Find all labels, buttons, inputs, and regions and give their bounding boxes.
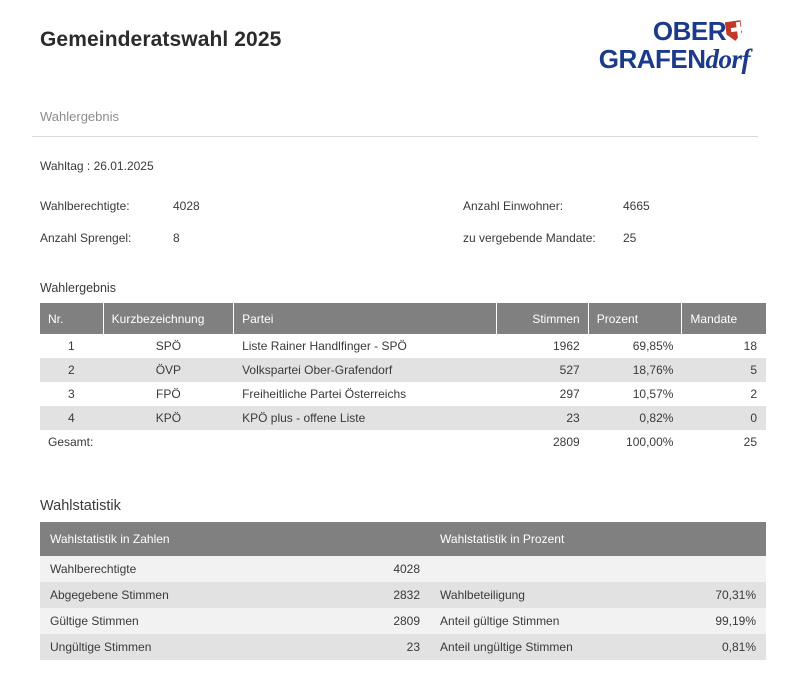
seats-label: zu vergebende Mandate: xyxy=(463,231,596,245)
eligible-voters-value: 4028 xyxy=(173,199,200,213)
cell-kurz: KPÖ xyxy=(103,406,233,430)
logo-line-1 xyxy=(599,18,750,44)
stat-pct-label: Wahlbeteiligung xyxy=(430,582,680,608)
cell-partei: Freiheitliche Partei Österreichs xyxy=(242,387,407,401)
stat-label: Wahlberechtigte xyxy=(40,556,350,582)
districts-value: 8 xyxy=(173,231,180,245)
table-row xyxy=(40,582,766,608)
cell-prozent: 0,82% xyxy=(588,406,682,430)
page-title: Gemeinderatswahl 2025 xyxy=(40,28,282,51)
stat-pct-value: 0,81% xyxy=(680,634,766,660)
cell-stimmen: 1962 xyxy=(552,339,580,353)
election-date: Wahltag : 26.01.2025 xyxy=(40,159,154,173)
total-label: Gesamt: xyxy=(48,435,94,449)
column-header-stimmen: Stimmen xyxy=(496,303,588,334)
cell-stimmen: 23 xyxy=(496,406,588,430)
table-row xyxy=(40,334,766,358)
result-section-title: Wahlergebnis xyxy=(40,281,116,295)
statistics-section-title: Wahlstatistik xyxy=(40,498,121,514)
total-prozent: 100,00% xyxy=(626,435,674,449)
total-stimmen: 2809 xyxy=(552,435,580,449)
logo-line-2 xyxy=(599,46,750,73)
cell-kurz: ÖVP xyxy=(103,358,233,382)
cell-nr: 2 xyxy=(40,358,103,382)
statistics-table-body xyxy=(40,556,766,660)
stat-label: Gültige Stimmen xyxy=(40,608,350,634)
election-result-table xyxy=(40,303,766,454)
column-header-mandate: Mandate xyxy=(682,303,766,334)
cell-prozent: 18,76% xyxy=(588,358,682,382)
cell-nr: 3 xyxy=(67,387,75,401)
stat-label: Abgegebene Stimmen xyxy=(40,582,350,608)
column-header-statistics-numbers: Wahlstatistik in Zahlen xyxy=(40,522,430,556)
stat-value: 2832 xyxy=(350,582,430,608)
meta-block xyxy=(32,137,758,245)
cell-mandate: 0 xyxy=(682,406,766,430)
stat-value: 23 xyxy=(350,634,430,660)
stat-pct-value: 70,31% xyxy=(680,582,766,608)
eligible-voters-label: Wahlberechtigte: xyxy=(40,199,130,213)
stat-pct-label: Anteil gültige Stimmen xyxy=(430,608,680,634)
logo-text-ober: OBER xyxy=(652,16,726,46)
document-header xyxy=(32,0,758,102)
cell-mandate: 5 xyxy=(682,358,766,382)
stat-value: 2809 xyxy=(350,608,430,634)
districts-label: Anzahl Sprengel: xyxy=(40,231,132,245)
stat-pct-label xyxy=(430,556,680,582)
inhabitants-label: Anzahl Einwohner: xyxy=(463,199,564,213)
logo-text-grafen: GRAFEN xyxy=(598,44,706,74)
cell-kurz: FPÖ xyxy=(156,387,181,401)
coat-of-arms-icon xyxy=(724,21,750,43)
cell-prozent: 69,85% xyxy=(632,339,674,353)
table-row xyxy=(40,358,766,382)
stat-value: 4028 xyxy=(350,556,430,582)
municipality-logo xyxy=(599,18,750,73)
column-header-prozent: Prozent xyxy=(588,303,682,334)
seats-value: 25 xyxy=(623,231,637,245)
cell-mandate: 18 xyxy=(743,339,757,353)
page-subtitle: Wahlergebnis xyxy=(40,109,120,124)
column-header-partei: Partei xyxy=(234,303,497,334)
subtitle-bar xyxy=(32,102,758,137)
table-row xyxy=(40,382,766,406)
cell-partei: Volkspartei Ober-Grafendorf xyxy=(234,358,497,382)
cell-prozent: 10,57% xyxy=(632,387,674,401)
statistics-table-header xyxy=(40,522,766,556)
cell-nr: 4 xyxy=(40,406,103,430)
table-row-total xyxy=(40,430,766,454)
stat-pct-value: 99,19% xyxy=(680,608,766,634)
stat-label: Ungültige Stimmen xyxy=(40,634,350,660)
table-row xyxy=(40,634,766,660)
stat-pct-label: Anteil ungültige Stimmen xyxy=(430,634,680,660)
table-row xyxy=(40,406,766,430)
column-header-kurzbezeichnung: Kurzbezeichnung xyxy=(103,303,233,334)
table-row xyxy=(40,608,766,634)
cell-mandate: 2 xyxy=(750,387,757,401)
inhabitants-value: 4665 xyxy=(623,199,650,213)
cell-stimmen: 297 xyxy=(559,387,580,401)
result-table-body xyxy=(40,334,766,454)
stat-pct-value xyxy=(680,556,766,582)
cell-kurz: SPÖ xyxy=(155,339,182,353)
table-row xyxy=(40,556,766,582)
column-header-nr: Nr. xyxy=(40,303,103,334)
election-statistics-table xyxy=(40,522,766,660)
cell-partei: Liste Rainer Handlfinger - SPÖ xyxy=(242,339,407,353)
cell-stimmen: 527 xyxy=(496,358,588,382)
result-table-header xyxy=(40,303,766,334)
column-header-statistics-percent: Wahlstatistik in Prozent xyxy=(430,522,766,556)
total-mandate: 25 xyxy=(743,435,757,449)
meta-grid xyxy=(40,199,758,245)
cell-nr: 1 xyxy=(67,339,75,353)
logo-text-dorf: dorf xyxy=(705,44,750,74)
cell-partei: KPÖ plus - offene Liste xyxy=(234,406,497,430)
